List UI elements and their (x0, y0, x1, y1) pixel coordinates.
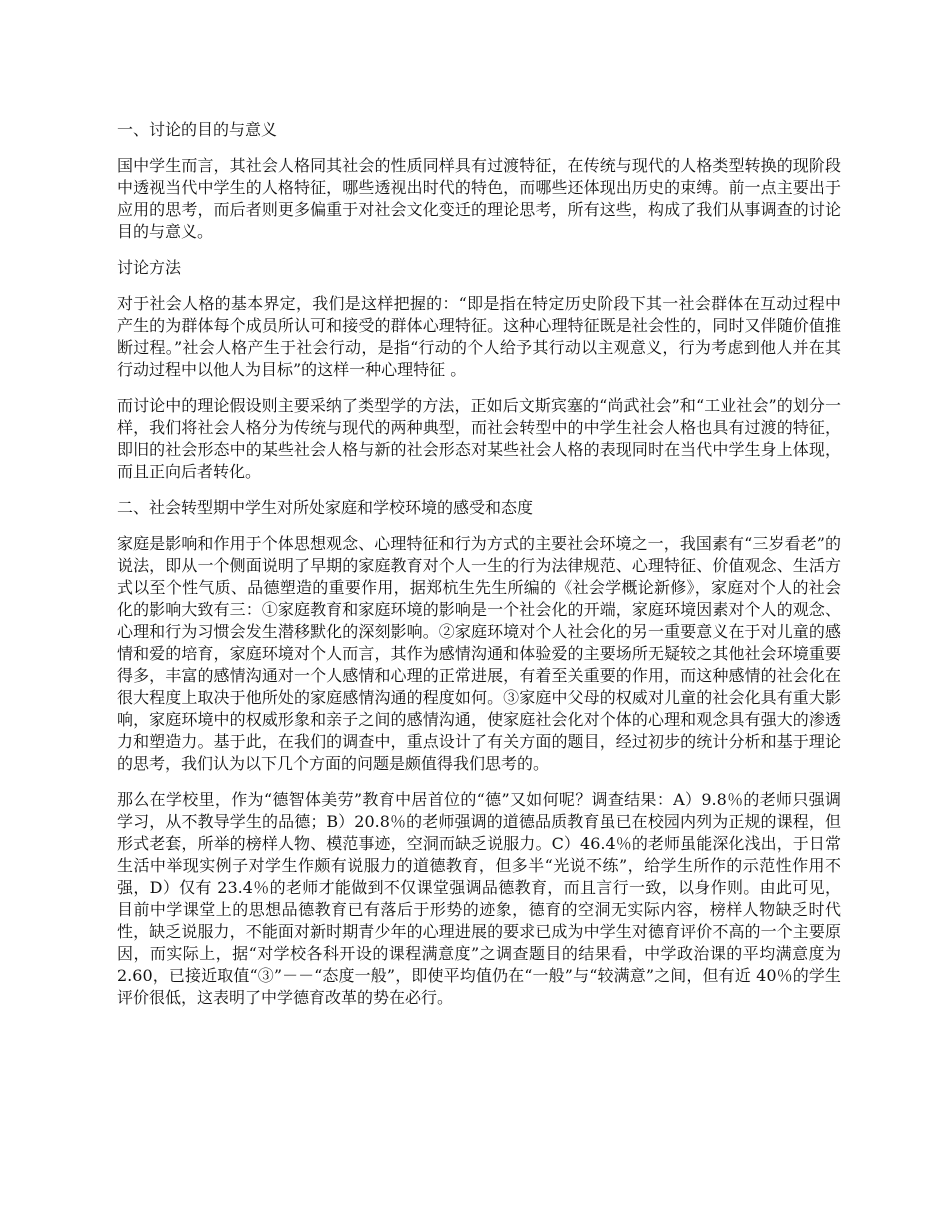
paragraph-purpose: 国中学生而言，其社会人格同其社会的性质同样具有过渡特征，在传统与现代的人格类型转换的现阶段中透视当代中学生的人格特征，哪些透视出时代的特色，而哪些还体现出历史的束缚。前一点主要出于应用的思考，而后者则更多偏重于对社会文化变迁的理论思考，所有这些，构成了我们从事调查的讨论目的与意义。 (117, 156, 841, 241)
section-heading-method: 讨论方法 (117, 258, 182, 277)
section-heading-environment: 二、社会转型期中学生对所处家庭和学校环境的感受和态度 (117, 498, 534, 517)
paragraph-school: 那么在学校里，作为“德智体美劳”教育中居首位的“德”又如何呢？调查结果：A）9.8％的老师只强调学习，从不教导学生的品德；B）20.8％的老师强调的道德品质教育虽已在校园内列为正规的课程，但形式老套，所举的榜样人物、模范事迹，空洞而缺乏说服力。C）46.4％的老师虽能深化浅出，于日常生活中举现实例子对学生作颇有说服力的道德教育，但多半“光说不练”，给学生所作的示范性作用不强，D）仅有 23.4％的老师才能做到不仅课堂强调品德教育，而且言行一致，以身作则。由此可见，目前中学课堂上的思想品德教育已有落后于形势的迹象，德育的空洞无实际内容，榜样人物缺乏时代性，缺乏说服力，不能面对新时期青少年的心理进展的要求已成为中学生对德育评价不高的一个主要原因，而实际上，据“对学校各科开设的课程满意度”之调查题目的结果看，中学政治课的平均满意度为 2.60，已接近取值“③”－－“态度一般”，即使平均值仍在“一般”与“较满意”之间，但有近 40％的学生评价很低，这表明了中学德育改革的势在必行。 (117, 790, 841, 1007)
section-heading-purpose: 一、讨论的目的与意义 (117, 120, 278, 139)
document-page (117, 119, 841, 1023)
paragraph-family: 家庭是影响和作用于个体思想观念、心理特征和行为方式的主要社会环境之一，我国素有“三岁看老”的说法，即从一个侧面说明了早期的家庭教育对个人一生的行为法律规范、心理特征、价值观念、生活方式以至个性气质、品德塑造的重要作用，据郑杭生先生所编的《社会学概论新修》，家庭对个人的社会化的影响大致有三：①家庭教育和家庭环境的影响是一个社会化的开端，家庭环境因素对个人的观念、心理和行为习惯会发生潜移默化的深刻影响。②家庭环境对个人社会化的另一重要意义在于对儿童的感情和爱的培育，家庭环境对个人而言，其作为感情沟通和体验爱的主要场所无疑较之其他社会环境重要得多，丰富的感情沟通对一个人感情和心理的正常进展，有着至关重要的作用，而这种感情的社会化在很大程度上取决于他所处的家庭感情沟通的程度如何。③家庭中父母的权威对儿童的社会化具有重大影响，家庭环境中的权威形象和亲子之间的感情沟通，使家庭社会化对个体的心理和观念具有强大的渗透力和塑造力。基于此，在我们的调查中，重点设计了有关方面的题目，经过初步的统计分析和基于理论的思考，我们认为以下几个方面的问题是颇值得我们思考的。 (117, 534, 841, 773)
paragraph-definition: 对于社会人格的基本界定，我们是这样把握的：“即是指在特定历史阶段下其一社会群体在互动过程中产生的为群体每个成员所认可和接受的群体心理特征。这种心理特征既是社会性的，同时又伴随价值推断过程。”社会人格产生于社会行动，是指“行动的个人给予其行动以主观意义，行为考虑到他人并在其行动过程中以他人为目标”的这样一种心理特征 。 (117, 294, 841, 379)
paragraph-hypothesis: 而讨论中的理论假设则主要采纳了类型学的方法，正如后文斯宾塞的“尚武社会”和“工业社会”的划分一样，我们将社会人格分为传统与现代的两种典型，而社会转型中的中学生社会人格也具有过渡的特征，即旧的社会形态中的某些社会人格与新的社会形态对某些社会人格的表现同时在当代中学生身上体现，而且正向后者转化。 (117, 396, 841, 481)
